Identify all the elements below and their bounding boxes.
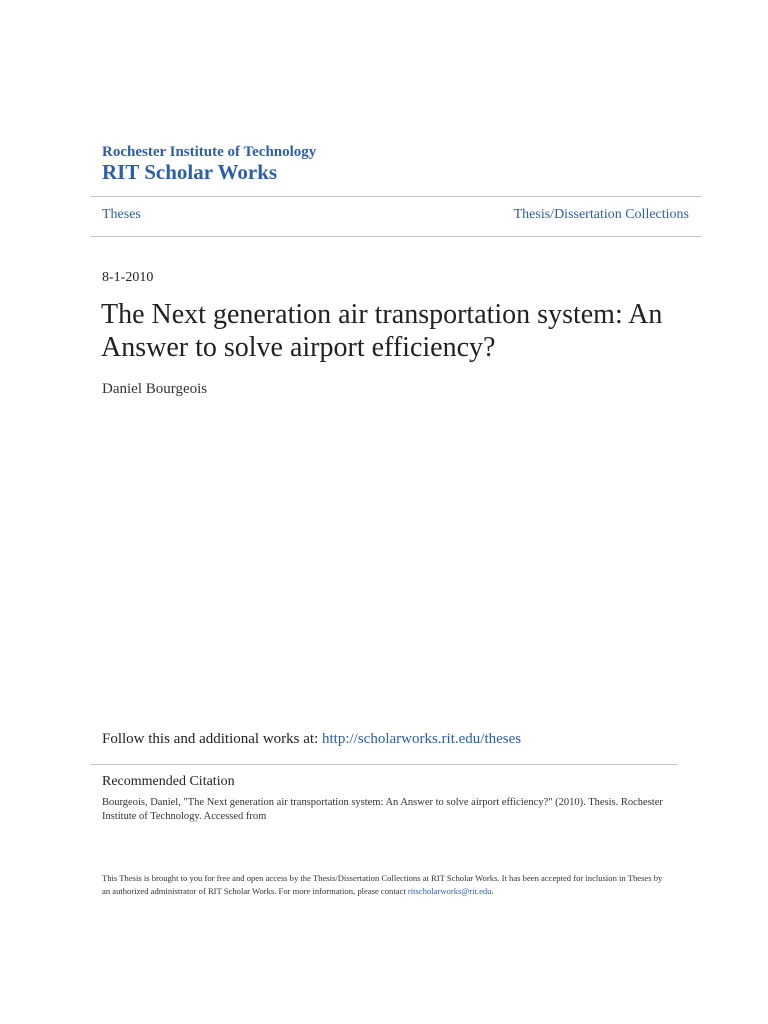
repository-name: RIT Scholar Works (102, 160, 278, 184)
follow-text: Follow this and additional works at: (102, 731, 319, 747)
notice-end: . (491, 886, 494, 896)
access-notice (102, 872, 668, 898)
citation-text: Bourgeois, Daniel, "The Next generation air transportation system: An Answer to solve airport efficiency?" (2010). Thesis. Rochester Institute of Technology. Accessed from (102, 797, 663, 822)
institution-name: Rochester Institute of Technology (102, 144, 317, 160)
citation-divider (90, 764, 678, 765)
follow-line (102, 731, 521, 748)
author-name: Daniel Bourgeois (102, 381, 208, 397)
header-divider-bottom (90, 236, 701, 237)
contact-email-link[interactable]: ritscholarworks@rit.edu (407, 886, 492, 896)
follow-url-link[interactable]: http://scholarworks.rit.edu/theses (321, 731, 522, 747)
citation-heading: Recommended Citation (102, 774, 235, 789)
notice-text: This Thesis is brought to you for free and open access by the Thesis/Dissertation Collections at RIT Scholar Works. It has been accepted for inclusion in Theses by an authorized administrator of RIT Scholar Works. For more information, please contact (102, 873, 663, 896)
collections-link[interactable]: Thesis/Dissertation Collections (513, 207, 689, 222)
document-title: The Next generation air transportation system: An Answer to solve airport efficiency? (101, 299, 663, 363)
theses-link[interactable]: Theses (102, 207, 141, 222)
publication-date: 8-1-2010 (102, 270, 154, 285)
header-divider-top (90, 196, 701, 197)
